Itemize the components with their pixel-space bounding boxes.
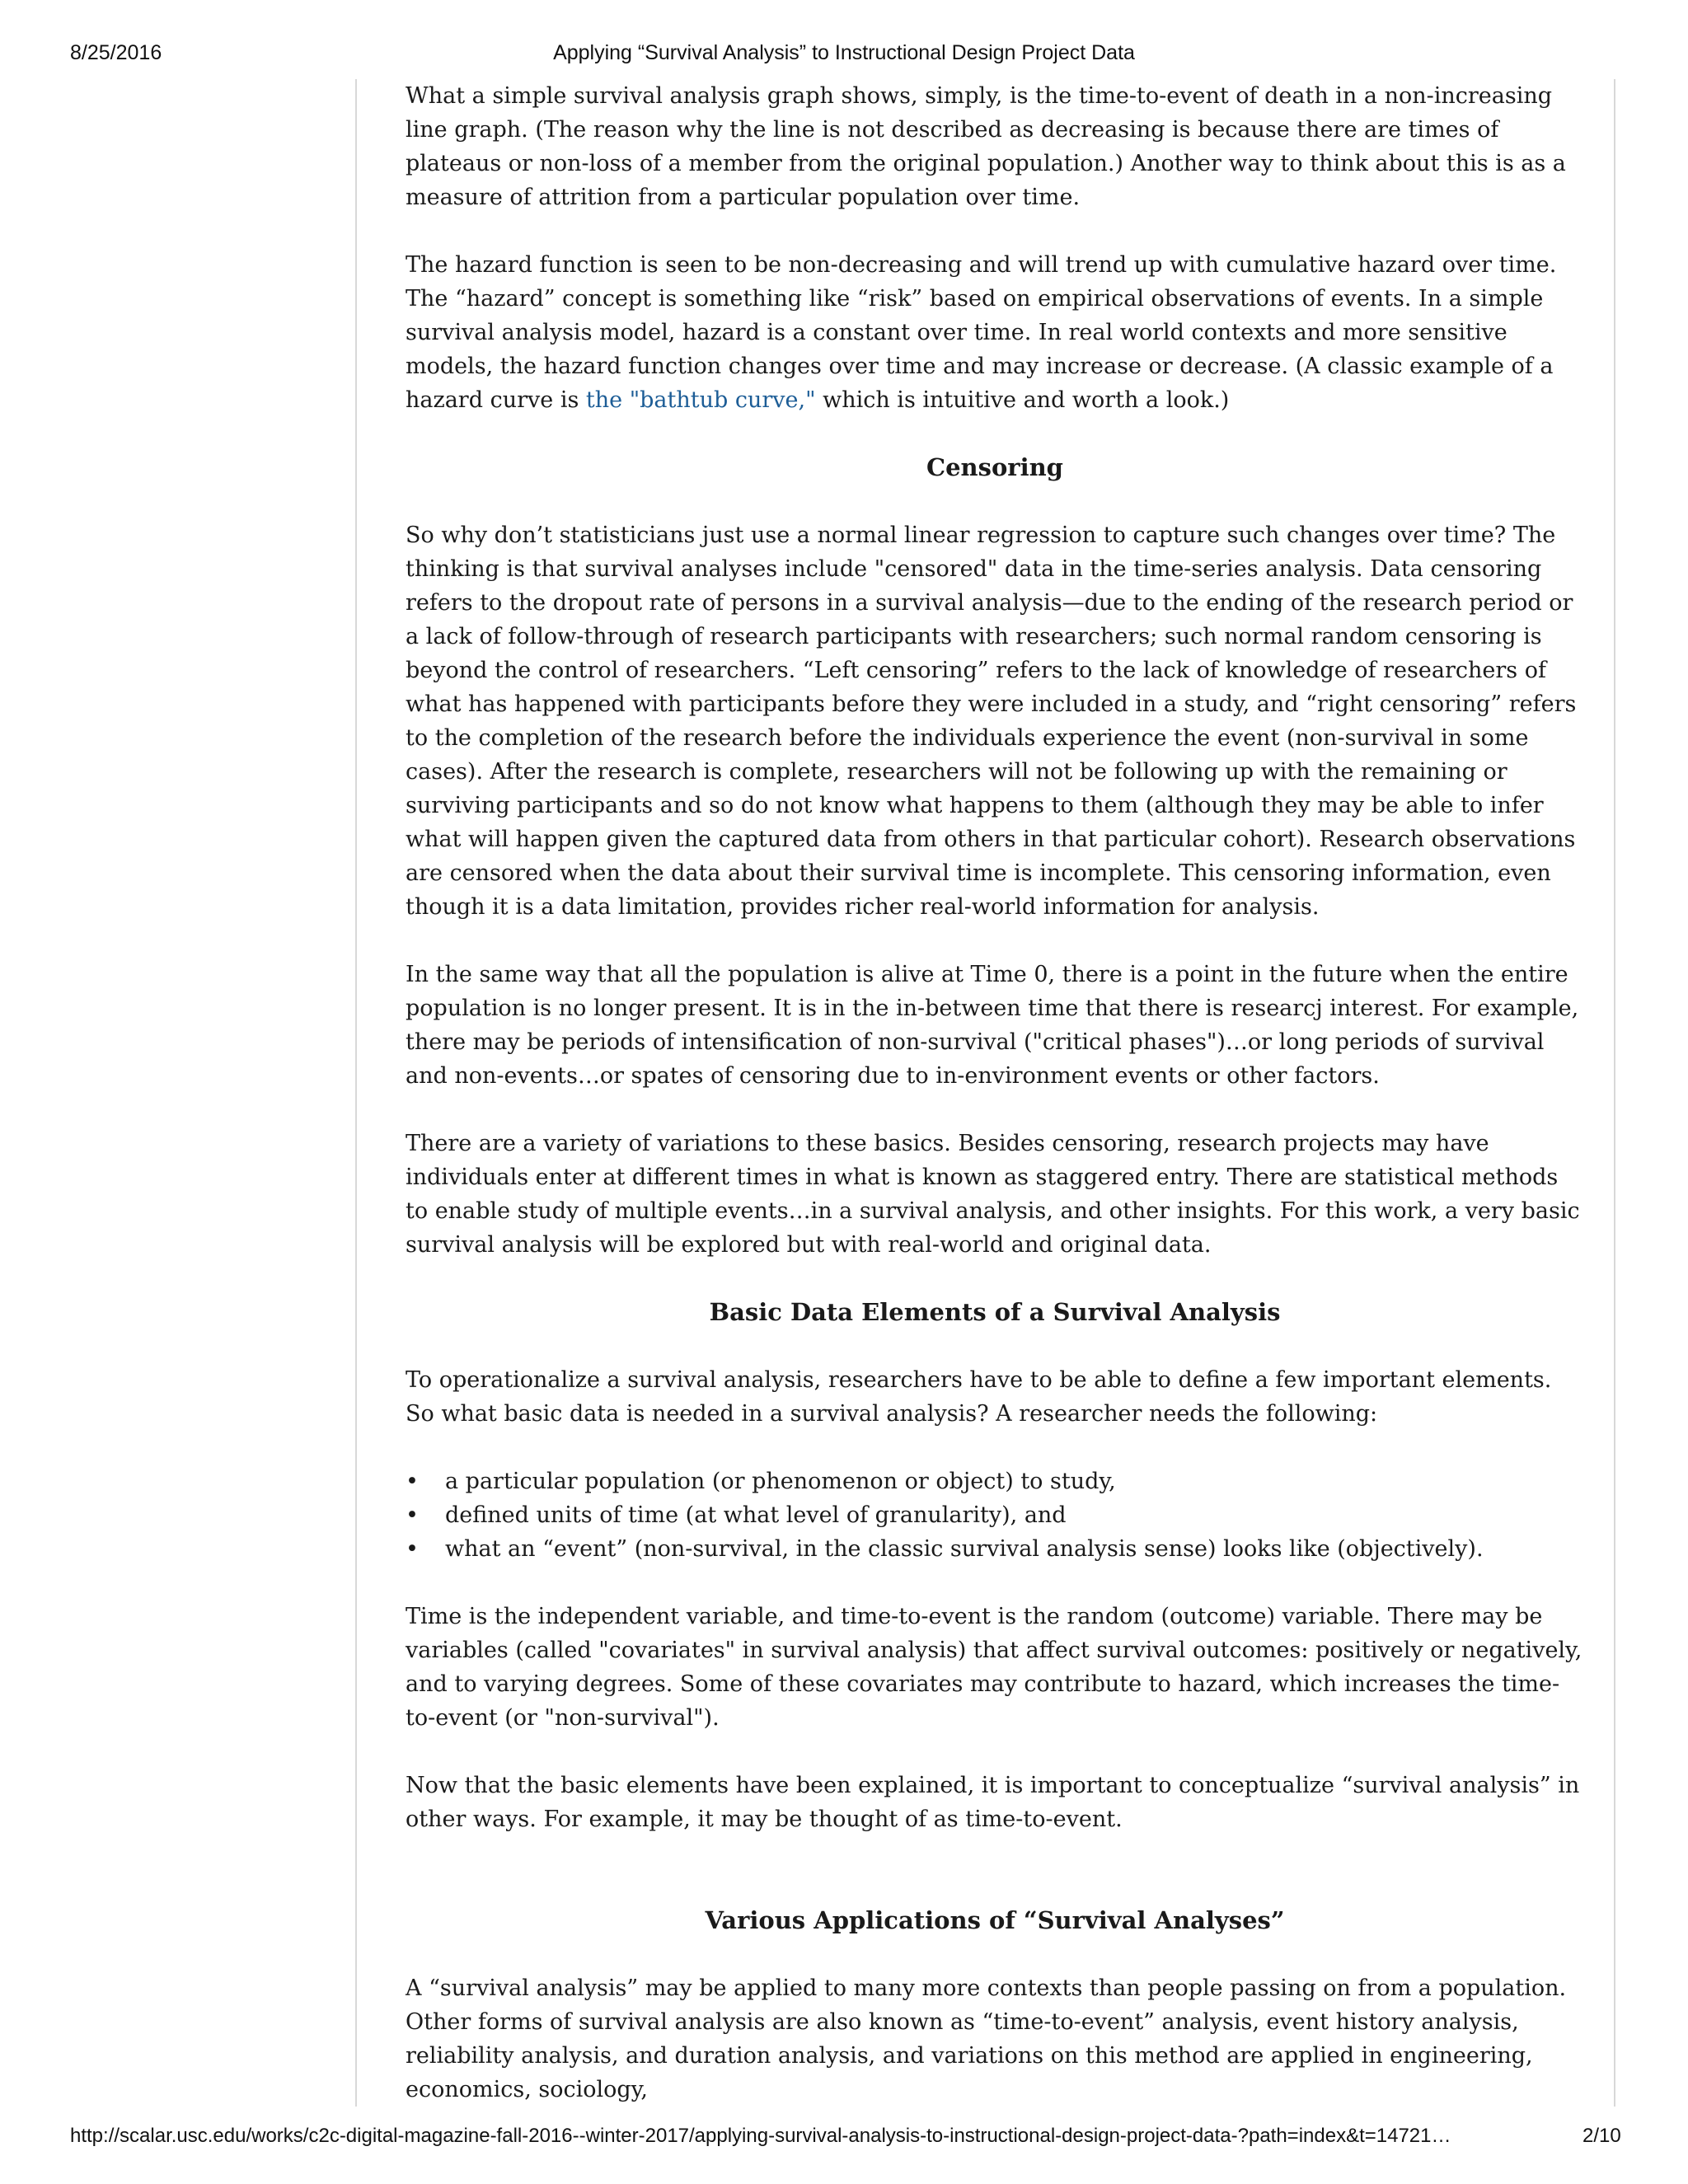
hazard-text-after-link: which is intuitive and worth a look.) <box>815 387 1230 413</box>
print-page-title: Applying “Survival Analysis” to Instructional Design Project Data <box>553 41 1135 64</box>
article-body <box>406 79 1584 2140</box>
paragraph-survival-graph: What a simple survival analysis graph shows, simply, is the time-to-event of death in a non-increasing line graph. (The reason why the line is not described as decreasing is because there are times of plateaus or non-loss of a member from the original population.) Another way to think about this is as a measure of attrition from a particular population over time. <box>406 83 1566 210</box>
paragraph-variations: There are a variety of variations to these basics. Besides censoring, research projects may have individuals enter at different times in what is known as staggered entry. There are statistical methods to enable study of multiple events…in a survival analysis, and other insights. For this work, a very basic survival analysis will be explored but with real-world and original data. <box>406 1131 1580 1258</box>
heading-censoring: Censoring <box>926 453 1063 481</box>
list-item <box>406 1532 1584 1566</box>
paragraph-hazard-function <box>406 248 1584 417</box>
heading-various-applications: Various Applications of “Survival Analyses” <box>705 1906 1285 1934</box>
print-date: 8/25/2016 <box>70 41 162 64</box>
hazard-text-before-link: The hazard function is seen to be non-decreasing and will trend up with cumulative hazard over time. The “hazard” concept is something like “risk” based on empirical observations of events. In a simple survival analysis model, hazard is a constant over time. In real world contexts and more sensitive models, the hazard function changes over time and may increase or decrease. (A classic example of a hazard curve is <box>406 252 1557 413</box>
bullet-icon: • <box>406 1536 419 1562</box>
heading-basic-data-elements: Basic Data Elements of a Survival Analysis <box>709 1298 1281 1326</box>
paragraph-censoring: So why don’t statisticians just use a normal linear regression to capture such changes over time? The thinking is that survival analyses include "censored" data in the time-series analysis. Data censoring refers to the dropout rate of persons in a survival analysis—due to the ending of the research period or a lack of follow-through of research participants with researchers; such normal random censoring is beyond the control of researchers. “Left censoring” refers to the lack of knowledge of researchers of what has happened with participants before they were included in a study, and “right censoring” refers to the completion of the research before the individuals experience the event (non-survival in some cases). After the research is complete, researchers will not be following up with the remaining or surviving participants and so do not know what happens to them (although they may be able to infer what will happen given the captured data from others in that particular cohort). Research observations are censored when the data about their survival time is incomplete. This censoring information, even though it is a data limitation, provides richer real-world information for analysis. <box>406 523 1577 920</box>
paragraph-time-zero: In the same way that all the population is alive at Time 0, there is a point in the future when the entire population is no longer present. It is in the in-between time that there is researcj interest. For example, there may be periods of intensification of non-survival ("critical phases")…or long periods of survival and non-events…or spates of censoring due to in-environment events or other factors. <box>406 962 1579 1089</box>
paragraph-conceptualize: Now that the basic elements have been explained, it is important to conceptualize “survival analysis” in other ways. For example, it may be thought of as time-to-event. <box>406 1773 1580 1832</box>
requirements-list <box>406 1465 1584 1566</box>
bullet-icon: • <box>406 1469 419 1494</box>
print-url: http://scalar.usc.edu/works/c2c-digital-magazine-fall-2016--winter-2017/applying-survival-analysis-to-instructional-design-project-data-?path=index&t=14721… <box>70 2125 1451 2147</box>
list-item-text: what an “event” (non-survival, in the classic survival analysis sense) looks like (objectively). <box>445 1536 1484 1562</box>
list-item <box>406 1498 1584 1532</box>
list-item-text: defined units of time (at what level of granularity), and <box>445 1502 1067 1528</box>
paragraph-applications: A “survival analysis” may be applied to many more contexts than people passing on from a population. Other forms of survival analysis are also known as “time-to-event” analysis, event history analysis, reliability analysis, and duration analysis, and variations on this method are applied in engineering, economics, sociology, <box>406 1975 1567 2102</box>
content-left-border <box>355 79 357 2107</box>
bullet-icon: • <box>406 1502 419 1528</box>
paragraph-operationalize: To operationalize a survival analysis, researchers have to be able to define a few important elements. So what basic data is needed in a survival analysis? A researcher needs the following: <box>406 1367 1552 1427</box>
content-right-border <box>1614 79 1615 2107</box>
print-header <box>0 41 1688 69</box>
page-number: 2/10 <box>1582 2125 1621 2147</box>
list-item <box>406 1465 1584 1498</box>
list-item-text: a particular population (or phenomenon or object) to study, <box>445 1469 1116 1494</box>
paragraph-time-variable: Time is the independent variable, and time-to-event is the random (outcome) variable. There may be variables (called "covariates" in survival analysis) that affect survival outcomes: positively or negatively, and to varying degrees. Some of these covariates may contribute to hazard, which increases the time-to-event (or "non-survival"). <box>406 1604 1582 1731</box>
bathtub-curve-link[interactable]: the "bathtub curve," <box>585 387 816 413</box>
